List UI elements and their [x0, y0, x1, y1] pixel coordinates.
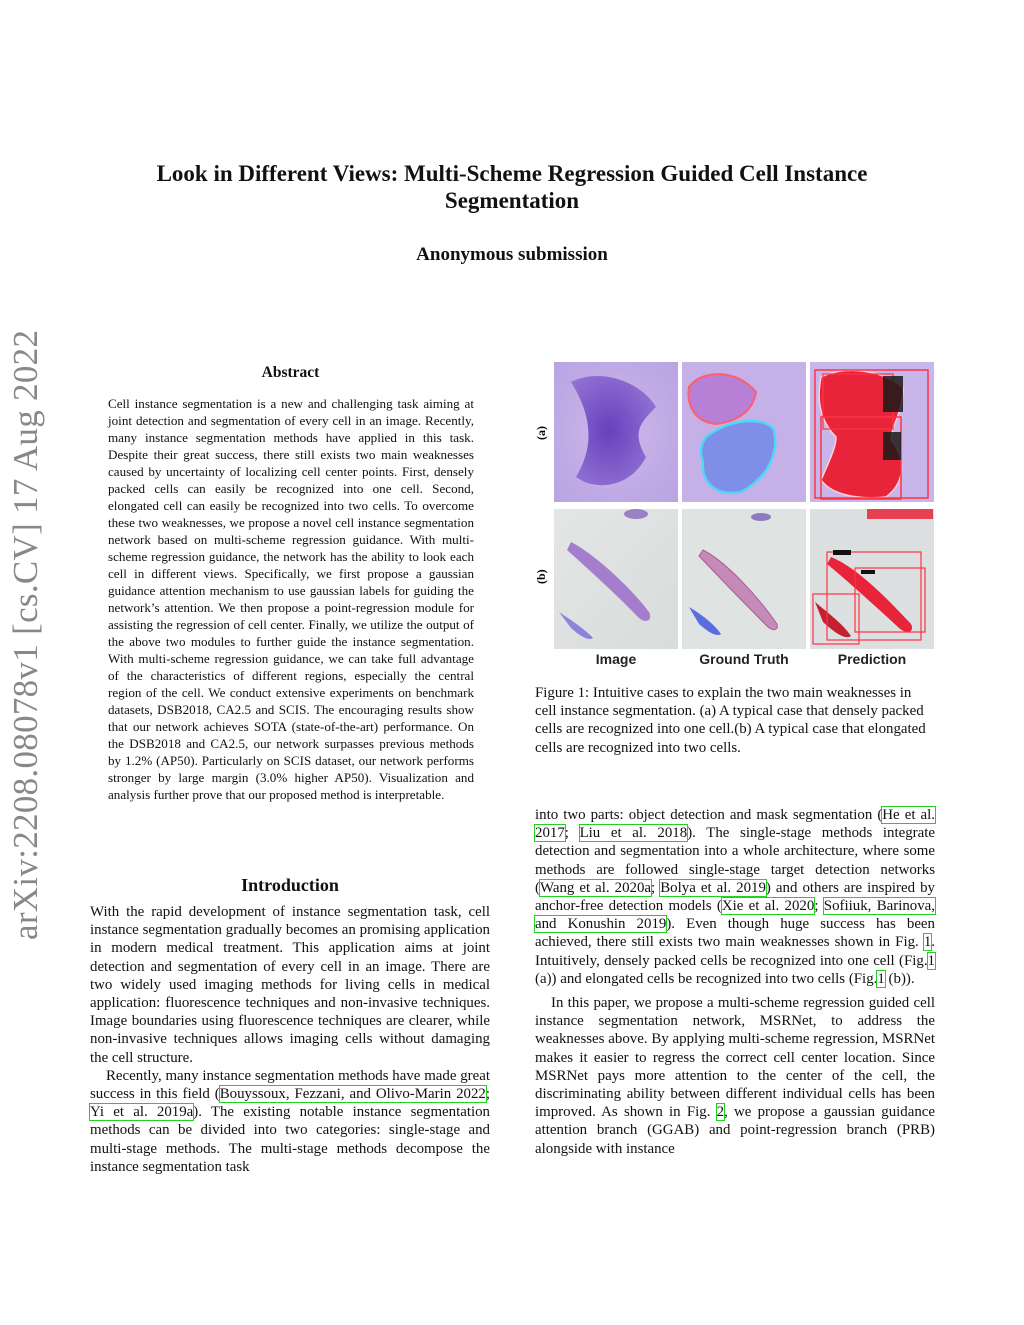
- citation-link[interactable]: Xie et al. 2020: [721, 898, 815, 915]
- intro-paragraph-3: into two parts: object detection and mask segmentation (He et al. 2017; Liu et al. 2018). The single-stage methods integrate detection and segmentation into a whole architecture, where some methods are followed single-stage target detection networks (Wang et al. 2020a; Bolya et al. 2019) and others are inspired by anchor-free detection models (Xie et al. 2020; Sofiiuk, Barinova, and Konushin 2019). Even though huge success has been achieved, there still exists two main weaknesses shown in Fig. 1. Intuitively, densely packed cells be recognized into one cell (Fig.1 (a)) and elongated cells be recognized into two cells (Fig.1 (b)).: [535, 807, 935, 987]
- figure-ref-link[interactable]: 1: [923, 934, 932, 951]
- author-line: Anonymous submission: [416, 244, 608, 265]
- figure-ref-link[interactable]: 2: [716, 1104, 725, 1121]
- panel-a-ground-truth: [682, 362, 806, 502]
- citation-link[interactable]: Bouyssoux, Fezzani, and Olivo-Marin 2022: [219, 1086, 486, 1103]
- panel-b-prediction: [810, 509, 934, 649]
- title-line-1: Look in Different Views: Multi-Scheme Regression Guided Cell Instance: [156, 161, 868, 186]
- figure-1-panels: [531, 362, 935, 672]
- figure-1: [531, 362, 935, 672]
- title-line-2: Segmentation: [444, 188, 580, 213]
- citation-link[interactable]: Liu et al. 2018: [579, 825, 688, 842]
- panel-b-image: [554, 509, 678, 649]
- left-column: [90, 903, 490, 1176]
- right-column: [535, 806, 935, 1158]
- citation-link[interactable]: He et al. 2017: [535, 807, 935, 842]
- column-label-prediction: Prediction: [837, 651, 907, 667]
- row-label-b: (b): [534, 569, 548, 584]
- column-label-ground-truth: Ground Truth: [699, 651, 789, 667]
- intro-paragraph-1: With the rapid development of instance segmentation task, cell instance segmentation gradually becomes an promising application in modern medical treatment. This application aims at joint detection and segmentation of every cell in an image. There are two widely used imaging methods for living cells in medical application: fluorescence techniques and non-invasive techniques. Image boundaries using fluorescence techniques are clearer, while non-invasive techniques allows imaging cells without damaging the cell structure.: [90, 904, 490, 1066]
- abstract-text: Cell instance segmentation is a new and challenging task aiming at joint detection and segmentation of every cell in an image. Recently, many instance segmentation methods have applied in this task. Despite their great success, there still exists two main weaknesses caused by uncertainty of localizing cell center points. First, densely packed cells can easily be recognized into one cell. Second, elongated cell can easily be recognized into two cells. To overcome these two weaknesses, we propose a novel cell instance segmentation network based on multi-scheme regression guidance. With multi-scheme regression guidance, the network has the ability to look each cell in different views. Specifically, we first propose a gaussian guidance attention mechanism to use gaussian labels for guiding the network’s attention. We then propose a point-regression module for assisting the regression of cell center. Finally, we utilize the output of the above two modules to further guide the instance segmentation. With multi-scheme regression guidance, we can take full advantage of the characteristics of different regions, especially the central region of the cell. We conduct extensive experiments on benchmark datasets, DSB2018, CA2.5 and SCIS. The encouraging results show that our network achieves SOTA (state-of-the-art) performance. On the DSB2018 and CA2.5, our network surpasses previous methods by 1.2% (AP50). Particularly on SCIS dataset, our network performs stronger by large margin (3.0% higher AP50). Visualization and analysis further prove that our proposed method is interpretable.: [108, 396, 474, 802]
- citation-link[interactable]: Yi et al. 2019a: [90, 1104, 194, 1121]
- citation-link[interactable]: Sofiiuk, Barinova, and Konushin 2019: [535, 898, 935, 933]
- intro-paragraph-4: In this paper, we propose a multi-scheme regression guided cell instance segmentation network, MSRNet, to address the weaknesses above. By applying multi-scheme regression, MSRNet makes it easier to regress the correct cell center location. Since MSRNet pays more attention to the center of the cell, the discriminating ability between different individual cells has been improved. As shown in Fig. 2, we propose a gaussian guidance attention branch (GGAB) and point-regression branch (PRB) alongside with instance: [535, 995, 935, 1157]
- introduction-heading: Introduction: [241, 875, 339, 895]
- abstract-heading: Abstract: [261, 364, 320, 381]
- figure-1-caption: Figure 1: Intuitive cases to explain the two main weaknesses in cell instance segmentation. (a) A typical case that densely packed cells are recognized into one cell.(b) A typical case that elongated cells are recognized into two cells.: [535, 685, 926, 756]
- panel-a-prediction: [810, 362, 934, 502]
- panel-b-ground-truth: [682, 509, 806, 649]
- figure-ref-link[interactable]: 1: [877, 970, 885, 987]
- row-label-a: (a): [534, 426, 548, 440]
- figure-ref-link[interactable]: 1: [927, 952, 935, 969]
- panel-a-image: [554, 362, 678, 502]
- intro-paragraph-2: Recently, many instance segmentation methods have made great success in this field (Bouyssoux, Fezzani, and Olivo-Marin 2022; Yi et al. 2019a). The existing notable instance segmentation methods can be divided into two categories: single-stage and multi-stage methods. The multi-stage methods decompose the instance segmentation task: [90, 1067, 491, 1175]
- citation-link[interactable]: Bolya et al. 2019: [660, 879, 766, 896]
- paper-title: [0, 160, 1024, 214]
- column-label-image: Image: [595, 651, 637, 667]
- citation-link[interactable]: Wang et al. 2020a: [539, 879, 652, 896]
- arxiv-identifier: arXiv:2208.08078v1 [cs.CV] 17 Aug 2022: [6, 329, 45, 940]
